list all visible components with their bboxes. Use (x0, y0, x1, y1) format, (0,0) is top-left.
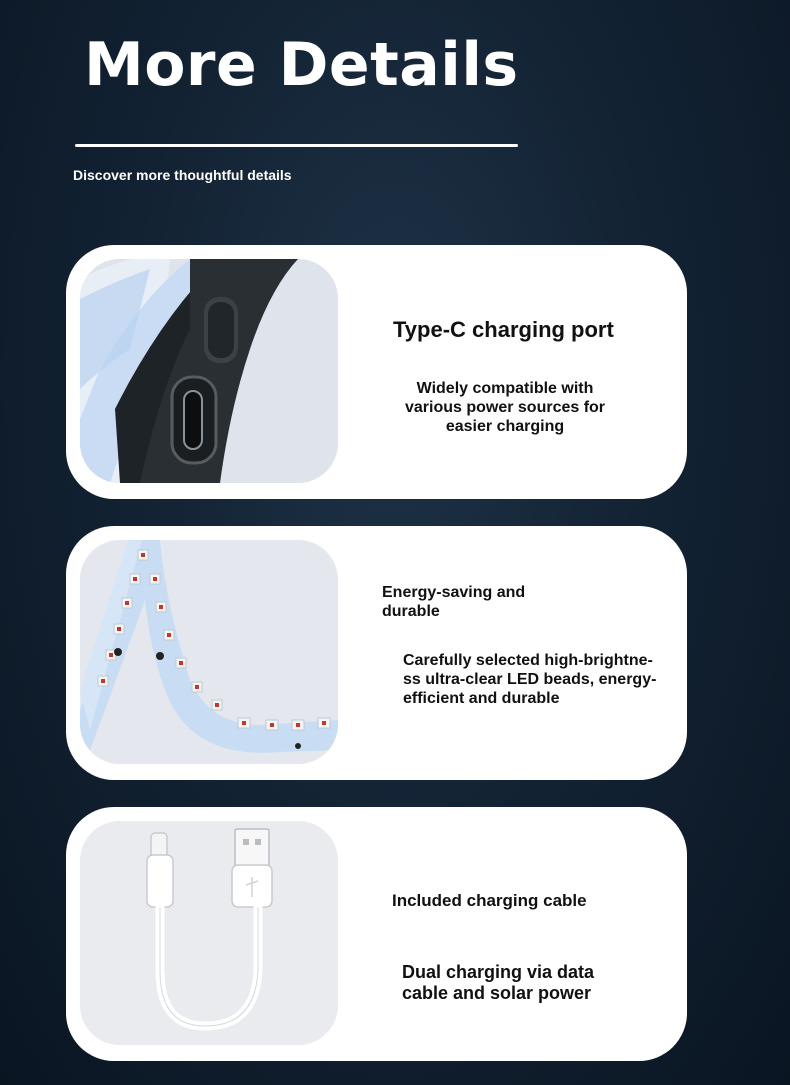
title-divider (75, 144, 518, 147)
page-subtitle: Discover more thoughtful details (73, 167, 292, 183)
led-strip-photo-icon (80, 540, 338, 764)
feature-title: Type-C charging port (393, 317, 614, 342)
feature-card-cable (66, 807, 687, 1061)
feature-card-type-c (66, 245, 687, 499)
usb-cable-photo-icon (80, 821, 338, 1045)
feature-description: Widely compatible with various power sources for easier charging (404, 380, 606, 435)
page-title: More Details (84, 30, 519, 100)
type-c-port-photo-icon (80, 259, 338, 483)
feature-title: Included charging cable (392, 891, 587, 910)
feature-description: Dual charging via data cable and solar power (402, 962, 595, 1003)
feature-description: Carefully selected high-brightne-ss ultra-clear LED beads, energy-efficient and durable (403, 652, 657, 707)
feature-title: Energy-saving and durable (382, 584, 526, 620)
feature-card-led (66, 526, 687, 780)
